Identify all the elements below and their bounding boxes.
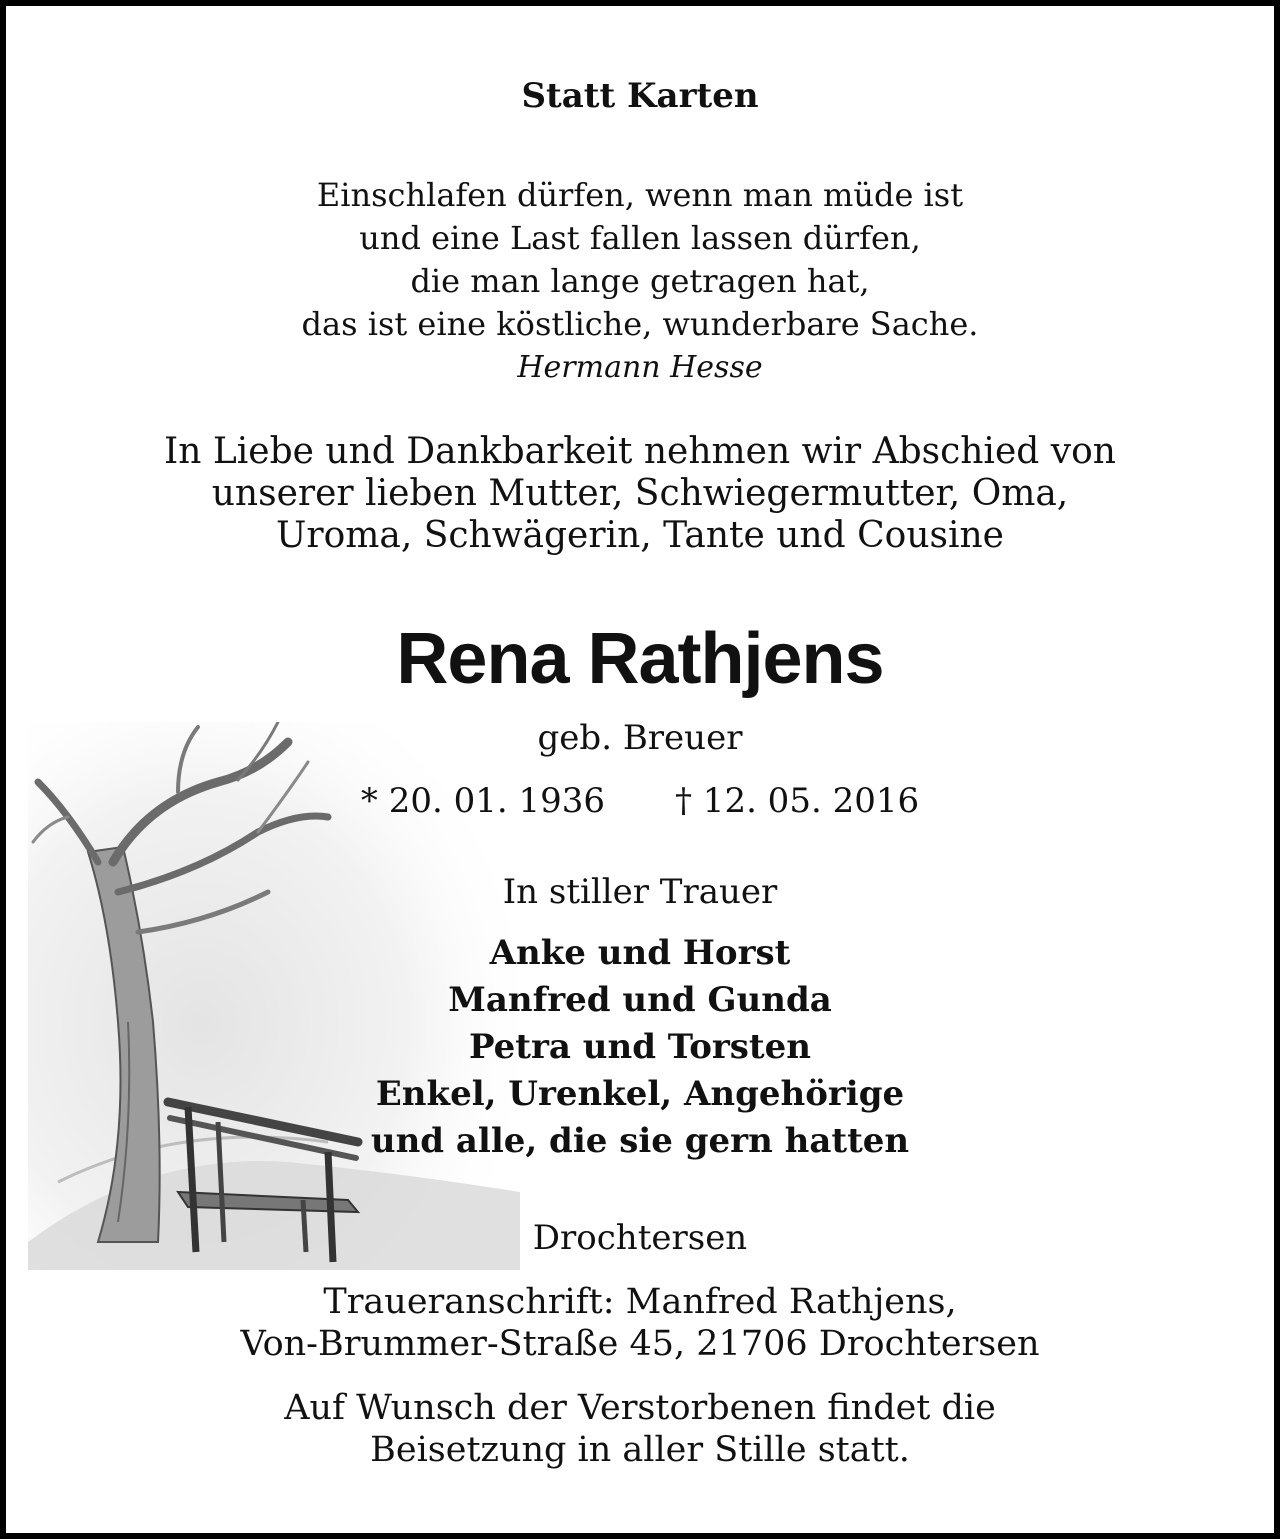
address-line: Von-Brummer-Straße 45, 21706 Drochtersen (240, 1324, 1040, 1364)
death-date: † 12. 05. 2016 (675, 781, 920, 821)
place: Drochtersen (532, 1218, 748, 1258)
closing-line: Auf Wunsch der Verstorbenen findet die (284, 1388, 996, 1428)
address-line: Traueranschrift: Manfred Rathjens, (323, 1282, 957, 1322)
poem-line: Einschlafen dürfen, wenn man müde ist (316, 176, 964, 214)
mourning-label: In stiller Trauer (502, 872, 778, 912)
poem-author: Hermann Hesse (517, 350, 763, 385)
family-line: Anke und Horst (489, 933, 791, 973)
poem (6, 174, 1274, 389)
deceased-name: Rena Rathjens (396, 619, 884, 699)
intro-text (6, 431, 1274, 557)
poem-line: die man lange getragen hat, (410, 262, 870, 300)
header-statt-karten: Statt Karten (521, 76, 759, 116)
intro-line: Uroma, Schwägerin, Tante und Cousine (276, 515, 1004, 556)
family-line: und alle, die sie gern hatten (370, 1121, 910, 1161)
closing-note (6, 1387, 1274, 1471)
intro-line: unserer lieben Mutter, Schwiegermutter, Oma, (211, 473, 1069, 514)
poem-line: das ist eine köstliche, wunderbare Sache. (301, 305, 979, 343)
family-line: Petra und Torsten (468, 1027, 811, 1067)
life-dates (6, 781, 1274, 821)
closing-line: Beisetzung in aller Stille statt. (370, 1430, 910, 1470)
birth-name: geb. Breuer (537, 718, 743, 758)
family-line: Enkel, Urenkel, Angehörige (375, 1074, 905, 1114)
family-line: Manfred und Gunda (448, 980, 832, 1020)
intro-line: In Liebe und Dankbarkeit nehmen wir Abschied von (164, 431, 1116, 472)
birth-date: * 20. 01. 1936 (360, 781, 605, 821)
family-list (6, 930, 1274, 1165)
mourning-address (6, 1281, 1274, 1365)
poem-line: und eine Last fallen lassen dürfen, (359, 219, 921, 257)
